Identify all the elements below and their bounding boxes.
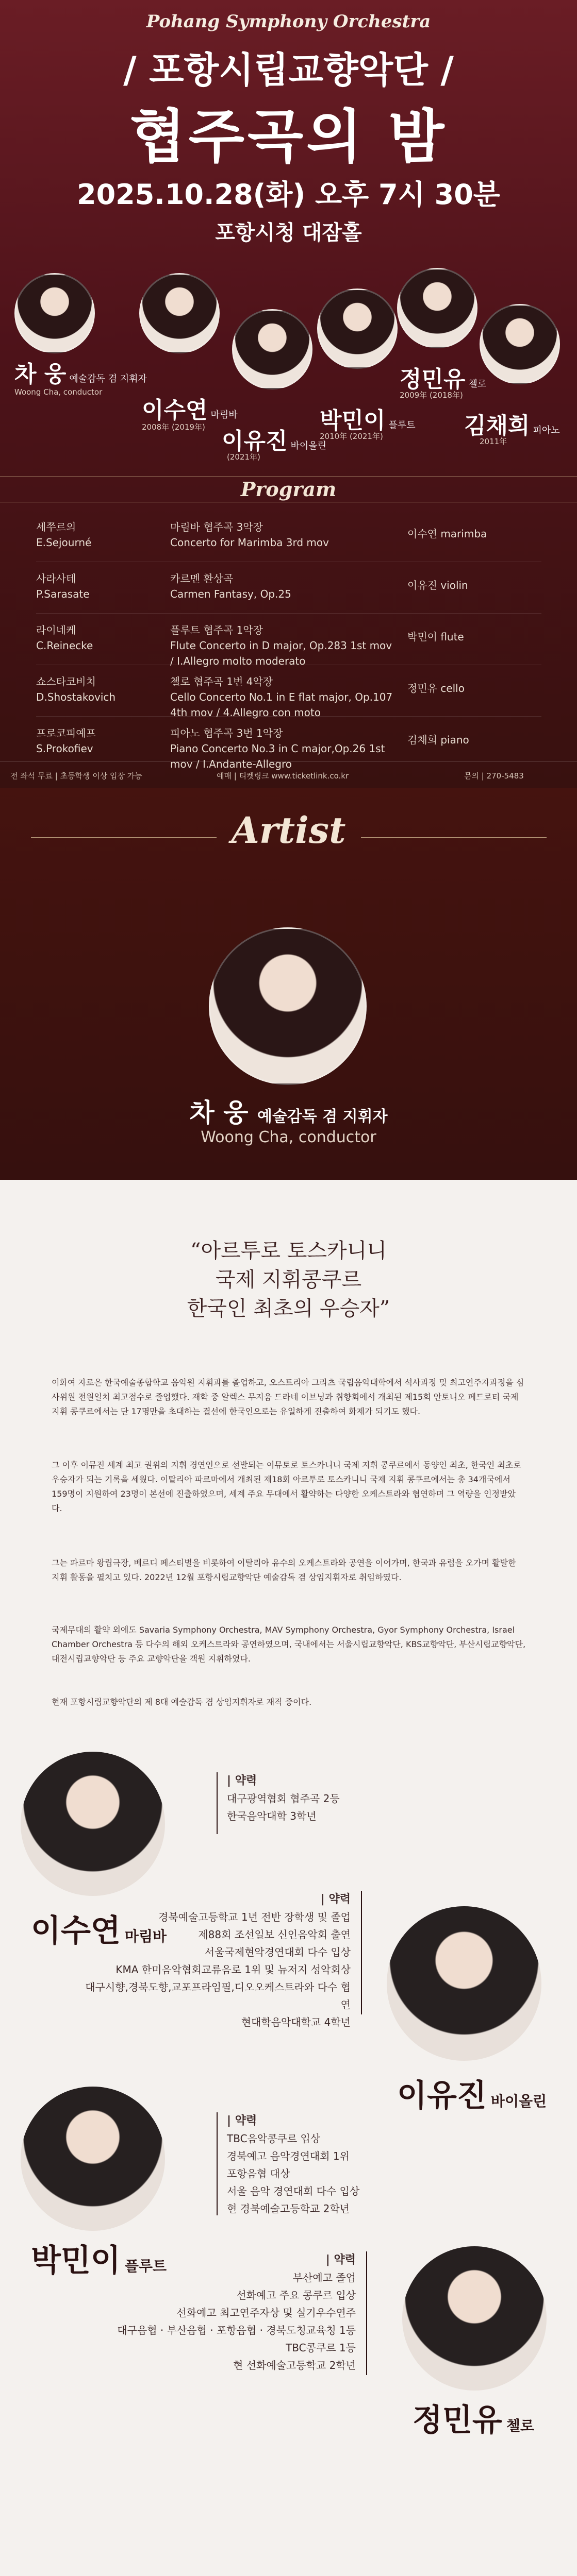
soloist-photo (21, 1752, 165, 1896)
composer: 사라사테 P.Sarasate (36, 572, 90, 600)
performer: 정민유 cello (407, 682, 465, 694)
conductor-photo (14, 273, 95, 353)
soloist-year: 2009年 (2018年) (400, 391, 463, 400)
soloist-name: 박민이 플루트 (320, 408, 416, 434)
program-row (36, 562, 541, 614)
soloist-photo (480, 304, 560, 384)
event-venue: 포항시청 대잠홀 (215, 221, 362, 245)
program-row (36, 716, 541, 768)
soloist-career: | 약력 경북예술고등학교 1년 전반 장학생 및 졸업 제88회 조선일보 신인음악회 출연 서울국제현악경연대회 다수 입상 KMA 한미음악협회교류음로 1위 및 뉴저지 성악회상 대구시향,경북도향,교포프라임필,디오오케스트라와 다수 협연 현대학음악대학교 4학년 (85, 1893, 351, 2028)
composer: 라이네케 C.Reinecke (36, 624, 93, 652)
soloist-panel (0, 2540, 577, 2576)
soloist-year: (2021年) (227, 452, 260, 462)
soloist-year: 2008年 (2019年) (142, 422, 205, 432)
bio-paragraph: 현재 포항시립교향악단의 제 8대 예술감독 겸 상임지휘자로 재직 중이다. (52, 1697, 312, 1707)
bio-paragraph: 그는 파르마 왕립극장, 베르디 페스티벌을 비롯하여 이탈리아 유수의 오케스트라와 공연을 이어가며, 한국과 유럽을 오가며 활발한 지휘 활동을 펼치고 있다. 2022년 12월 포항시립교향악단 예술감독 겸 상임지휘자로 취임하였다. (52, 1558, 516, 1582)
admission-text: 전 좌석 무료 | 초등학생 이상 입장 가능 (10, 771, 142, 781)
soloist-photo (397, 268, 477, 348)
soloist-photo (387, 1906, 541, 2061)
orchestra-name: Pohang Symphony Orchestra (146, 11, 431, 32)
artist-section (0, 788, 577, 2540)
work: 플루트 협주곡 1악장 Flute Concerto in D major, Op.283 1st mov / I.Allegro molto moderato (170, 624, 392, 667)
soloist-career: | 약력 대구광역협회 협주곡 2등 한국음악대학 3학년 (227, 1774, 340, 1822)
work: 카르멘 환상곡 Carmen Fantasy, Op.25 (170, 572, 291, 600)
soloist-name: 이유진 바이올린 (222, 428, 327, 454)
soloist-name: 김채희 피아노 (464, 413, 560, 439)
performer: 이수연 marimba (407, 528, 487, 540)
bio-paragraph: 국제무대의 활약 외에도 Savaria Symphony Orchestra, MAV Symphony Orchestra, Gyor Symphony Orchestra, Israel Chamber Orchestra 등 다수의 해외 오케스트라와 공연하였으며, 국내에서는 서울시립교향악단, KBS교향악단, 부산시립교향악단, 대전시립교향악단 등 주요 교향악단을 객원 지휘하였다. (52, 1625, 526, 1664)
work: 피아노 협주곡 3번 1악장 Piano Concerto No.3 in C major,Op.26 1st mov / I.Andante-Allegro (170, 727, 385, 770)
soloist-name: 이수연 마림바 (142, 397, 238, 423)
artist-conductor-name: 차 웅 예술감독 겸 지휘자 (189, 1098, 388, 1128)
conductor-name: 차 웅 예술감독 겸 지휘자 (14, 361, 147, 387)
conductor-portrait (209, 927, 367, 1085)
hero-section (0, 0, 577, 788)
event-subtitle: / 포항시립교향악단 / (123, 49, 454, 91)
soloist-name: 정민유 첼로 (400, 366, 487, 393)
soloist-name: 이유진 바이올린 (397, 2078, 547, 2114)
soloist-year: 2010年 (2021年) (320, 432, 383, 441)
contact-text: 문의 | 270-5483 (464, 771, 524, 781)
soloist-name: 이수연 마림바 (31, 1913, 167, 1949)
performer: 이유진 violin (407, 579, 468, 591)
soloist-year: 2011年 (480, 437, 507, 446)
event-datetime: 2025.10.28(화) 오후 7시 30분 (77, 178, 500, 211)
soloist-photo (317, 289, 398, 369)
artist-conductor-en: Woong Cha, conductor (201, 1128, 376, 1146)
conductor-en: Woong Cha, conductor (14, 387, 103, 397)
bio-paragraph: 이화여 자로은 한국예술종합학교 음악원 지휘과를 졸업하고, 오스트리아 그라츠 국립음악대학에서 석사과정 및 최고연주자과정을 심사위원 전원일치 최고점수로 졸업했다. 재학 중 알렉스 무지움 드라네 이브닝과 취향회에서 개최된 제15회 안토니오 페드로티 국제 지휘 콩쿠르에서는 단 17명만을 초대하는 결선에 한국인으로는 유일하게 진출하여 화제가 되기도 했다. (52, 1378, 524, 1416)
program-row (36, 665, 541, 717)
soloist-photo (21, 2087, 165, 2231)
soloist-photo (232, 309, 312, 389)
footer-info-bar (0, 761, 577, 789)
soloist-name: 박민이 플루트 (31, 2243, 167, 2279)
soloist-name: 정민유 첼로 (413, 2402, 534, 2438)
composer: 쇼스타코비치 D.Shostakovich (36, 675, 116, 703)
bio-paragraph: 그 이후 이뮤진 세계 최고 권위의 지휘 경연인으로 선발되는 이뮤토로 토스카니니 국제 지휘 콩쿠르에서 동양인 최초, 한국인 최초로 우승자가 되는 기록을 세웠다. 이탈리아 파르마에서 개최된 제18회 아르투로 토스카니니 국제 지휘 콩쿠르에서는 총 34개국에서 159명이 지원하여 23명이 본선에 진출하였으며, 세계 주요 무대에서 활약하는 다양한 오케스트라와 협연하며 그 역량을 인정받았다. (52, 1460, 521, 1513)
composer: 프로코피예프 S.Prokofiev (36, 727, 96, 755)
performer: 박민이 flute (407, 631, 464, 643)
composer: 세쭈르의 E.Sejourné (36, 521, 92, 549)
soloist-photo (139, 273, 220, 353)
program-title: Program (240, 478, 337, 501)
soloist-career: | 약력 부산예고 졸업 선화예고 주요 콩쿠르 입상 선화예고 최고연주자상 및 실기우수연주 대구음협 · 부산음협 · 포항음협 · 경북도청교육청 1등 TBC콩쿠르 1등 현 선화예술고등학교 2학년 (117, 2253, 356, 2371)
work: 첼로 협주곡 1번 4악장 Cello Concerto No.1 in E flat major, Op.107 4th mov / 4.Allegro con moto (170, 675, 393, 719)
soloist-career: | 약력 TBC음악콩쿠르 입상 경북예고 음악경연대회 1위 포항음협 대상 서울 음악 경연대회 다수 입상 현 경북예술고등학교 2학년 (227, 2114, 360, 2215)
artist-heading: Artist (231, 809, 346, 852)
soloist-photo (402, 2246, 547, 2391)
conductor-quote: “아르투로 토스카니니 국제 지휘콩쿠르 한국인 최초의 우승자” (187, 1239, 390, 1320)
event-title: 협주곡의 밤 (129, 104, 448, 171)
program-row (36, 510, 541, 562)
work: 마림바 협주곡 3악장 Concerto for Marimba 3rd mov (170, 521, 329, 549)
performer: 김채희 piano (407, 734, 469, 746)
program-row (36, 613, 541, 665)
ticket-link: 예매 | 티켓링크 www.ticketlink.co.kr (217, 771, 349, 781)
